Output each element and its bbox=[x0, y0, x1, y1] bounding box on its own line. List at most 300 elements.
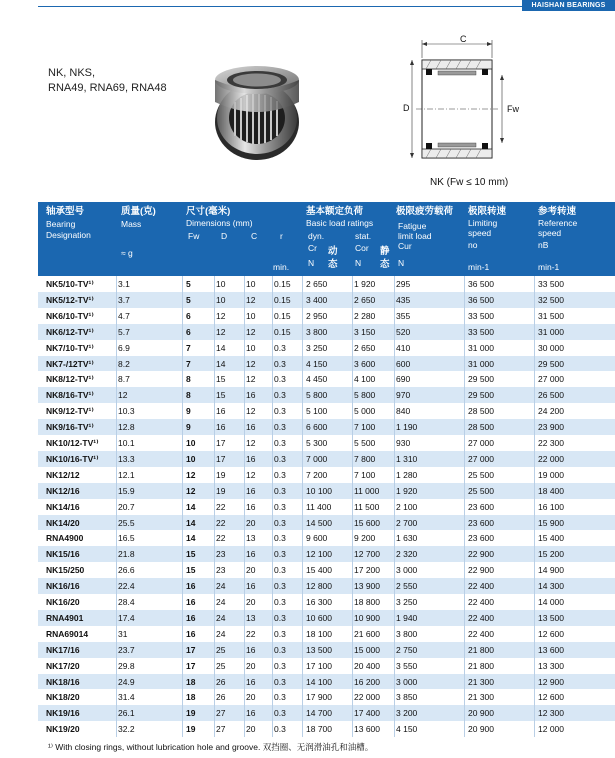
cell-r: 0.3 bbox=[274, 676, 286, 687]
cell-cur: 3 550 bbox=[396, 660, 418, 671]
cell-ref-speed: 22 300 bbox=[538, 438, 564, 448]
cell-ref-speed: 29 500 bbox=[538, 358, 564, 369]
cell-r: 0.15 bbox=[274, 310, 291, 321]
cell-cr: 4 450 bbox=[306, 374, 328, 385]
cell-cr: 14 500 bbox=[306, 517, 332, 528]
cell-ref-speed: 14 000 bbox=[538, 597, 564, 607]
cell-r: 0.3 bbox=[274, 438, 286, 448]
cell-designation: NK19/16 bbox=[46, 708, 80, 719]
cell-limit-speed: 25 500 bbox=[468, 469, 494, 480]
cell-mass: 28.4 bbox=[118, 597, 135, 607]
cell-designation: NK5/12-TV¹⁾ bbox=[46, 294, 94, 305]
cell-cur: 2 700 bbox=[396, 517, 418, 528]
cell-cur: 410 bbox=[396, 342, 411, 353]
cell-cor: 17 200 bbox=[354, 565, 380, 576]
cell-cur: 970 bbox=[396, 390, 411, 401]
cell-cor: 7 100 bbox=[354, 469, 376, 480]
cell-fw: 19 bbox=[186, 708, 196, 719]
cell-designation: NK18/20 bbox=[46, 692, 80, 703]
cell-cr: 6 600 bbox=[306, 422, 328, 433]
cell-cr: 14 100 bbox=[306, 676, 332, 687]
cell-designation: NK9/16-TV¹⁾ bbox=[46, 422, 94, 433]
cell-mass: 26.1 bbox=[118, 708, 135, 719]
cell-fw: 6 bbox=[186, 310, 191, 321]
cell-fw: 9 bbox=[186, 422, 191, 433]
cell-fw: 7 bbox=[186, 358, 191, 369]
cell-ref-speed: 15 400 bbox=[538, 533, 564, 544]
cell-c: 20 bbox=[246, 597, 256, 607]
header-limit-en1: Limiting bbox=[468, 218, 498, 228]
cell-cur: 3 850 bbox=[396, 692, 418, 703]
cell-cr: 11 400 bbox=[306, 501, 332, 512]
cell-designation: NK18/16 bbox=[46, 676, 80, 687]
table-row bbox=[38, 419, 615, 435]
cell-cr: 3 250 bbox=[306, 342, 328, 353]
bearing-drawing bbox=[392, 32, 527, 172]
cell-c: 16 bbox=[246, 453, 256, 464]
header-load-cr: Cr bbox=[308, 243, 317, 253]
cell-c: 16 bbox=[246, 581, 256, 592]
cell-cur: 3 000 bbox=[396, 565, 418, 576]
cell-c: 12 bbox=[246, 438, 256, 448]
cell-designation: NK10/12-TV¹⁾ bbox=[46, 438, 99, 448]
cell-limit-speed: 23 600 bbox=[468, 533, 494, 544]
cell-limit-speed: 22 400 bbox=[468, 581, 494, 592]
cell-cor: 16 200 bbox=[354, 676, 380, 687]
cell-d: 17 bbox=[216, 453, 226, 464]
cell-designation: NK17/20 bbox=[46, 660, 80, 671]
cell-designation: NK7-/12TV¹⁾ bbox=[46, 358, 94, 369]
cell-fw: 5 bbox=[186, 279, 191, 289]
table-row bbox=[38, 705, 615, 721]
cell-d: 27 bbox=[216, 724, 226, 735]
cell-limit-speed: 25 500 bbox=[468, 485, 494, 496]
cell-cr: 5 300 bbox=[306, 438, 328, 448]
cell-limit-speed: 21 800 bbox=[468, 660, 494, 671]
header-fatigue-en2: limit load bbox=[398, 231, 432, 241]
cell-cor: 20 400 bbox=[354, 660, 380, 671]
cell-r: 0.3 bbox=[274, 406, 286, 417]
table-row bbox=[38, 626, 615, 642]
header-limit-zh: 极限转速 bbox=[468, 206, 507, 217]
cell-d: 14 bbox=[216, 342, 226, 353]
cell-limit-speed: 20 900 bbox=[468, 708, 494, 719]
cell-cur: 3 800 bbox=[396, 628, 418, 639]
cell-mass: 29.8 bbox=[118, 660, 135, 671]
cell-cur: 355 bbox=[396, 310, 411, 321]
cell-mass: 32.2 bbox=[118, 724, 135, 735]
cell-designation: NK7/10-TV¹⁾ bbox=[46, 342, 94, 353]
cell-cor: 9 200 bbox=[354, 533, 376, 544]
table-row bbox=[38, 642, 615, 658]
cell-limit-speed: 22 900 bbox=[468, 565, 494, 576]
cell-designation: NK14/16 bbox=[46, 501, 80, 512]
cell-cor: 2 280 bbox=[354, 310, 376, 321]
cell-mass: 8.7 bbox=[118, 374, 130, 385]
header-dim-d: D bbox=[221, 231, 228, 241]
cell-cor: 12 700 bbox=[354, 549, 380, 560]
header-dim-r-min: min. bbox=[273, 262, 290, 272]
cell-cor: 2 650 bbox=[354, 294, 376, 305]
cell-cr: 5 800 bbox=[306, 390, 328, 401]
cell-d: 24 bbox=[216, 612, 226, 623]
cell-mass: 31 bbox=[118, 628, 128, 639]
cell-cor: 22 000 bbox=[354, 692, 380, 703]
cell-d: 16 bbox=[216, 422, 226, 433]
cell-designation: NK12/12 bbox=[46, 469, 80, 480]
cell-ref-speed: 14 900 bbox=[538, 565, 564, 576]
cell-ref-speed: 31 000 bbox=[538, 326, 564, 337]
column-divider bbox=[352, 276, 353, 737]
cell-cr: 4 150 bbox=[306, 358, 328, 369]
cell-cur: 2 750 bbox=[396, 644, 418, 655]
cell-ref-speed: 24 200 bbox=[538, 406, 564, 417]
column-divider bbox=[394, 276, 395, 737]
cell-c: 10 bbox=[246, 310, 256, 321]
series-line-2: RNA49, RNA69, RNA48 bbox=[48, 82, 167, 94]
cell-cor: 5 500 bbox=[354, 438, 376, 448]
table-row bbox=[38, 340, 615, 356]
cell-r: 0.3 bbox=[274, 390, 286, 401]
cell-cor: 13 600 bbox=[354, 724, 380, 735]
cell-cr: 14 700 bbox=[306, 708, 332, 719]
header-limit-unit: min-1 bbox=[468, 262, 490, 272]
cell-designation: NK8/12-TV¹⁾ bbox=[46, 374, 94, 385]
cell-cor: 11 000 bbox=[354, 485, 380, 496]
cell-ref-speed: 31 500 bbox=[538, 310, 564, 321]
header-load-z2: 态 bbox=[380, 259, 390, 270]
cell-limit-speed: 21 300 bbox=[468, 676, 494, 687]
cell-c: 20 bbox=[246, 517, 256, 528]
cell-d: 15 bbox=[216, 390, 226, 401]
cell-cr: 13 500 bbox=[306, 644, 332, 655]
cell-c: 16 bbox=[246, 422, 256, 433]
cell-r: 0.3 bbox=[274, 708, 286, 719]
cell-limit-speed: 23 600 bbox=[468, 517, 494, 528]
cell-d: 22 bbox=[216, 517, 226, 528]
header-fatigue-cur: Cur bbox=[398, 241, 412, 251]
cell-c: 22 bbox=[246, 628, 256, 639]
header-mass-en: Mass bbox=[121, 219, 142, 229]
cell-limit-speed: 21 300 bbox=[468, 692, 494, 703]
cell-d: 24 bbox=[216, 581, 226, 592]
cell-r: 0.3 bbox=[274, 533, 286, 544]
header-limit-no: no bbox=[468, 240, 478, 250]
cell-cr: 18 700 bbox=[306, 724, 332, 735]
cell-ref-speed: 26 500 bbox=[538, 390, 564, 401]
cell-cr: 12 100 bbox=[306, 549, 332, 560]
cell-limit-speed: 28 500 bbox=[468, 422, 494, 433]
cell-cr: 17 100 bbox=[306, 660, 332, 671]
cell-limit-speed: 22 400 bbox=[468, 628, 494, 639]
cell-fw: 16 bbox=[186, 628, 196, 639]
cell-cur: 1 280 bbox=[396, 469, 418, 480]
cell-designation: NK5/10-TV¹⁾ bbox=[46, 279, 94, 289]
header-fatigue-n: N bbox=[398, 258, 405, 268]
cell-ref-speed: 19 000 bbox=[538, 469, 564, 480]
cell-d: 19 bbox=[216, 485, 226, 496]
cell-fw: 19 bbox=[186, 724, 196, 735]
cell-d: 14 bbox=[216, 358, 226, 369]
cell-ref-speed: 15 200 bbox=[538, 549, 564, 560]
cell-limit-speed: 31 000 bbox=[468, 358, 494, 369]
cell-ref-speed: 12 600 bbox=[538, 628, 564, 639]
series-line-1: NK, NKS, bbox=[48, 67, 96, 79]
cell-designation: NK6/10-TV¹⁾ bbox=[46, 310, 94, 321]
cell-designation: NK15/16 bbox=[46, 549, 80, 560]
cell-cur: 2 100 bbox=[396, 501, 418, 512]
cell-limit-speed: 28 500 bbox=[468, 406, 494, 417]
cell-c: 20 bbox=[246, 565, 256, 576]
cell-limit-speed: 22 900 bbox=[468, 549, 494, 560]
header-dim-c: C bbox=[251, 231, 258, 241]
cell-c: 16 bbox=[246, 708, 256, 719]
cell-d: 17 bbox=[216, 438, 226, 448]
cell-d: 23 bbox=[216, 549, 226, 560]
cell-mass: 17.4 bbox=[118, 612, 135, 623]
cell-limit-speed: 22 400 bbox=[468, 597, 494, 607]
cell-fw: 7 bbox=[186, 342, 191, 353]
cell-c: 16 bbox=[246, 644, 256, 655]
cell-ref-speed: 12 900 bbox=[538, 676, 564, 687]
cell-r: 0.3 bbox=[274, 724, 286, 735]
cell-c: 16 bbox=[246, 676, 256, 687]
cell-r: 0.3 bbox=[274, 517, 286, 528]
cell-fw: 16 bbox=[186, 612, 196, 623]
column-divider bbox=[214, 276, 215, 737]
dim-label-d: D bbox=[403, 103, 410, 113]
cell-ref-speed: 13 600 bbox=[538, 644, 564, 655]
cell-fw: 17 bbox=[186, 644, 196, 655]
table-row bbox=[38, 483, 615, 499]
cell-r: 0.3 bbox=[274, 358, 286, 369]
cell-r: 0.3 bbox=[274, 342, 286, 353]
bearing-illustration bbox=[205, 40, 315, 165]
cell-cur: 930 bbox=[396, 438, 411, 448]
cell-cr: 9 600 bbox=[306, 533, 328, 544]
cell-d: 24 bbox=[216, 597, 226, 607]
cell-d: 27 bbox=[216, 708, 226, 719]
cell-mass: 3.1 bbox=[118, 279, 130, 289]
cell-cor: 17 400 bbox=[354, 708, 380, 719]
bearing-table bbox=[38, 202, 615, 737]
cell-limit-speed: 27 000 bbox=[468, 453, 494, 464]
series-title bbox=[48, 66, 167, 96]
cell-limit-speed: 21 800 bbox=[468, 644, 494, 655]
cell-r: 0.3 bbox=[274, 692, 286, 703]
cell-mass: 5.7 bbox=[118, 326, 130, 337]
cell-r: 0.15 bbox=[274, 326, 291, 337]
table-row bbox=[38, 530, 615, 546]
cell-cr: 5 100 bbox=[306, 406, 328, 417]
cell-c: 20 bbox=[246, 692, 256, 703]
cell-r: 0.3 bbox=[274, 597, 286, 607]
cell-mass: 12.1 bbox=[118, 469, 135, 480]
cell-ref-speed: 30 000 bbox=[538, 342, 564, 353]
table-row bbox=[38, 276, 615, 292]
cell-cur: 1 190 bbox=[396, 422, 418, 433]
header-dims-en: Dimensions (mm) bbox=[186, 218, 253, 228]
cell-c: 16 bbox=[246, 501, 256, 512]
cell-limit-speed: 29 500 bbox=[468, 374, 494, 385]
cell-designation: NK16/16 bbox=[46, 581, 80, 592]
cell-designation: NK6/12-TV¹⁾ bbox=[46, 326, 94, 337]
cell-cor: 5 800 bbox=[354, 390, 376, 401]
cell-fw: 6 bbox=[186, 326, 191, 337]
cell-limit-speed: 33 500 bbox=[468, 326, 494, 337]
table-row bbox=[38, 467, 615, 483]
table-row bbox=[38, 578, 615, 594]
cell-mass: 24.9 bbox=[118, 676, 135, 687]
cell-limit-speed: 20 900 bbox=[468, 724, 494, 735]
header-dims-zh: 尺寸(毫米) bbox=[186, 206, 231, 217]
cell-r: 0.3 bbox=[274, 612, 286, 623]
cell-designation: NK17/16 bbox=[46, 644, 80, 655]
header-load-dyn-zh: 动 bbox=[328, 246, 338, 257]
cell-d: 12 bbox=[216, 326, 226, 337]
cell-fw: 10 bbox=[186, 453, 196, 464]
cell-fw: 14 bbox=[186, 517, 196, 528]
table-row bbox=[38, 562, 615, 578]
cell-cor: 1 920 bbox=[354, 279, 376, 289]
column-divider bbox=[244, 276, 245, 737]
cell-r: 0.3 bbox=[274, 422, 286, 433]
header-mass-zh: 质量(克) bbox=[121, 206, 156, 217]
cell-ref-speed: 23 900 bbox=[538, 422, 564, 433]
table-row bbox=[38, 324, 615, 340]
cell-cor: 5 000 bbox=[354, 406, 376, 417]
cell-c: 20 bbox=[246, 660, 256, 671]
cell-fw: 8 bbox=[186, 374, 191, 385]
column-divider bbox=[116, 276, 117, 737]
header-fatigue-en1: Fatigue bbox=[398, 221, 427, 231]
column-divider bbox=[534, 276, 535, 737]
cell-r: 0.3 bbox=[274, 453, 286, 464]
cell-limit-speed: 27 000 bbox=[468, 438, 494, 448]
cell-fw: 5 bbox=[186, 294, 191, 305]
cell-c: 13 bbox=[246, 533, 256, 544]
cell-r: 0.15 bbox=[274, 294, 291, 305]
cell-r: 0.3 bbox=[274, 374, 286, 385]
cell-mass: 10.3 bbox=[118, 406, 135, 417]
cell-d: 23 bbox=[216, 565, 226, 576]
cell-c: 10 bbox=[246, 279, 256, 289]
dim-label-fw: Fw bbox=[507, 104, 519, 114]
cell-cur: 1 630 bbox=[396, 533, 418, 544]
cell-c: 12 bbox=[246, 406, 256, 417]
dim-label-c: C bbox=[460, 34, 467, 44]
cell-r: 0.3 bbox=[274, 660, 286, 671]
table-row bbox=[38, 610, 615, 626]
cell-mass: 13.3 bbox=[118, 453, 135, 464]
table-row bbox=[38, 689, 615, 705]
header-dim-r: r bbox=[280, 231, 283, 241]
cell-d: 26 bbox=[216, 692, 226, 703]
cell-cur: 840 bbox=[396, 406, 411, 417]
column-divider bbox=[182, 276, 183, 737]
cell-cr: 18 100 bbox=[306, 628, 332, 639]
cell-d: 12 bbox=[216, 310, 226, 321]
cell-ref-speed: 12 600 bbox=[538, 692, 564, 703]
header-limit-en2: speed bbox=[468, 228, 492, 238]
table-row bbox=[38, 292, 615, 308]
cell-cur: 3 200 bbox=[396, 708, 418, 719]
header-load-n1: N bbox=[308, 258, 315, 268]
cell-mass: 22.4 bbox=[118, 581, 135, 592]
cell-r: 0.3 bbox=[274, 469, 286, 480]
header-ref-unit: min-1 bbox=[538, 262, 560, 272]
column-divider bbox=[272, 276, 273, 737]
cell-ref-speed: 12 000 bbox=[538, 724, 564, 735]
header-designation-zh: 轴承型号 bbox=[46, 206, 85, 217]
cell-fw: 18 bbox=[186, 692, 196, 703]
cell-d: 26 bbox=[216, 676, 226, 687]
cell-cur: 520 bbox=[396, 326, 411, 337]
cell-cor: 15 000 bbox=[354, 644, 380, 655]
cell-d: 10 bbox=[216, 279, 226, 289]
cell-mass: 15.9 bbox=[118, 485, 135, 496]
cell-r: 0.3 bbox=[274, 644, 286, 655]
cell-cor: 7 800 bbox=[354, 453, 376, 464]
cell-fw: 14 bbox=[186, 533, 196, 544]
cell-d: 24 bbox=[216, 628, 226, 639]
cell-fw: 12 bbox=[186, 485, 196, 496]
cell-mass: 26.6 bbox=[118, 565, 135, 576]
cell-cur: 2 320 bbox=[396, 549, 418, 560]
cell-ref-speed: 27 000 bbox=[538, 374, 564, 385]
cell-c: 20 bbox=[246, 724, 256, 735]
cell-cr: 17 900 bbox=[306, 692, 332, 703]
cell-designation: NK14/20 bbox=[46, 517, 80, 528]
table-row bbox=[38, 387, 615, 403]
cell-d: 25 bbox=[216, 644, 226, 655]
cell-cur: 295 bbox=[396, 279, 411, 289]
header-ref-zh: 参考转速 bbox=[538, 206, 577, 217]
cell-limit-speed: 31 000 bbox=[468, 342, 494, 353]
cell-mass: 10.1 bbox=[118, 438, 135, 448]
cell-c: 16 bbox=[246, 390, 256, 401]
header-designation-en2: Designation bbox=[46, 230, 91, 240]
cell-designation: NK16/20 bbox=[46, 597, 80, 607]
cell-ref-speed: 22 000 bbox=[538, 453, 564, 464]
cell-d: 10 bbox=[216, 294, 226, 305]
table-row bbox=[38, 435, 615, 451]
cell-cor: 13 900 bbox=[354, 581, 380, 592]
cell-c: 12 bbox=[246, 294, 256, 305]
table-row bbox=[38, 721, 615, 737]
cell-cur: 3 000 bbox=[396, 676, 418, 687]
header-ref-en2: speed bbox=[538, 228, 562, 238]
cell-designation: NK12/16 bbox=[46, 485, 80, 496]
table-row bbox=[38, 674, 615, 690]
footnote: ¹⁾ With closing rings, without lubrication hole and groove. 双挡圈、无润滑油孔和油槽。 bbox=[48, 742, 374, 752]
cell-cor: 21 600 bbox=[354, 628, 380, 639]
cell-cr: 15 400 bbox=[306, 565, 332, 576]
table-row bbox=[38, 658, 615, 674]
table-row bbox=[38, 356, 615, 372]
cell-cr: 12 800 bbox=[306, 581, 332, 592]
cell-cor: 18 800 bbox=[354, 597, 380, 607]
table-row bbox=[38, 371, 615, 387]
cell-cor: 7 100 bbox=[354, 422, 376, 433]
cell-r: 0.3 bbox=[274, 549, 286, 560]
cell-limit-speed: 33 500 bbox=[468, 310, 494, 321]
cell-fw: 12 bbox=[186, 469, 196, 480]
cell-r: 0.3 bbox=[274, 565, 286, 576]
cell-limit-speed: 22 400 bbox=[468, 612, 494, 623]
cell-fw: 18 bbox=[186, 676, 196, 687]
cell-r: 0.15 bbox=[274, 279, 291, 289]
